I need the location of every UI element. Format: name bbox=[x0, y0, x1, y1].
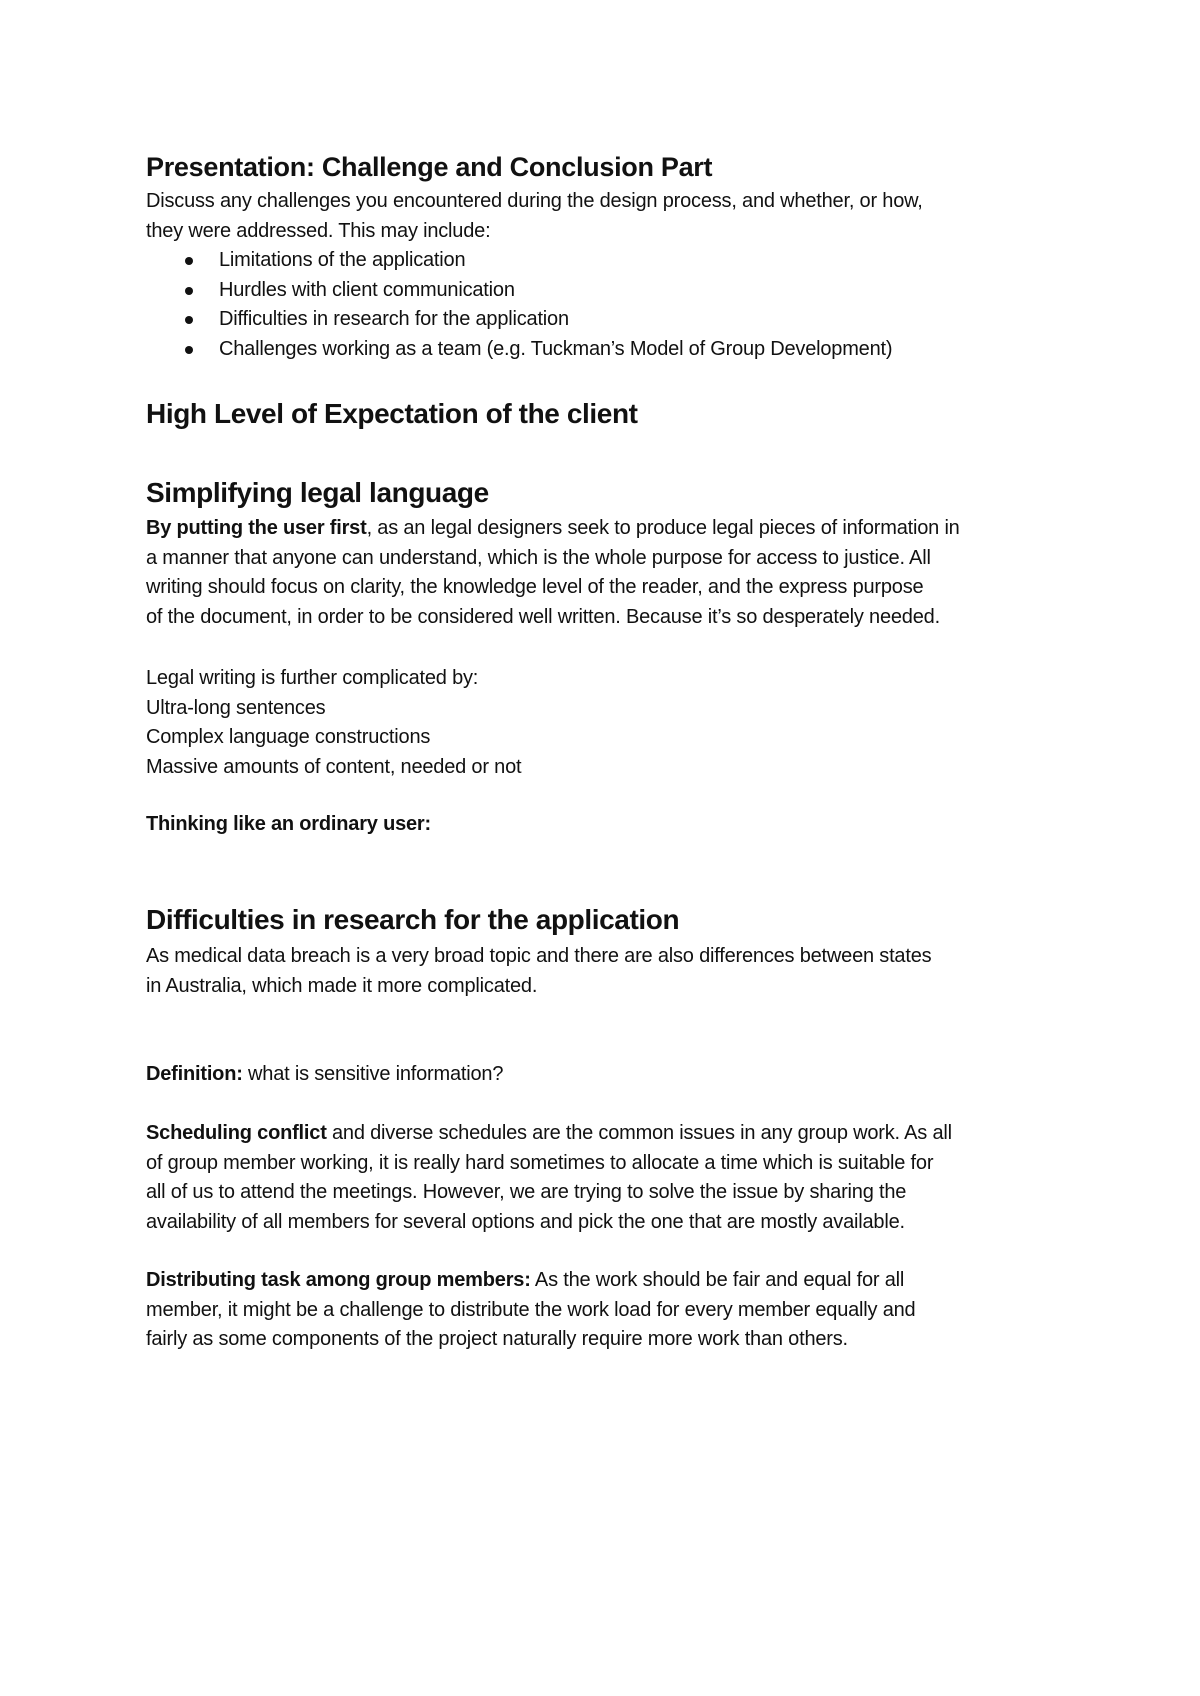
line-text: As the work should be fair and equal for all bbox=[530, 1269, 905, 1291]
simplifying-line bbox=[146, 514, 1076, 544]
complication-line: Complex language constructions bbox=[146, 726, 431, 748]
bullet-item bbox=[146, 246, 1076, 276]
bullet-dot-icon bbox=[185, 257, 193, 265]
simplifying-line: a manner that anyone can understand, which is the whole purpose for access to justice. All bbox=[146, 546, 931, 569]
scheduling-paragraph bbox=[146, 1119, 1076, 1237]
scheduling-line: availability of all members for several options and pick the one that are mostly available. bbox=[146, 1210, 905, 1233]
heading-simplifying: Simplifying legal language bbox=[146, 477, 489, 508]
bold-lead: By putting the user first bbox=[146, 517, 367, 539]
bullet-dot-icon bbox=[185, 316, 193, 324]
heading-research: Difficulties in research for the application bbox=[146, 904, 680, 935]
research-line: As medical data breach is a very broad topic and there are also differences between states bbox=[146, 945, 932, 967]
bullet-dot-icon bbox=[185, 287, 193, 295]
line-text: , as an legal designers seek to produce legal pieces of information in bbox=[366, 517, 960, 539]
bullet-text: Challenges working as a team (e.g. Tuckman’s Model of Group Development) bbox=[219, 337, 893, 360]
definition-label: Definition: bbox=[146, 1063, 243, 1085]
bullet-item bbox=[146, 276, 1076, 306]
challenge-bullet-list bbox=[146, 246, 1076, 364]
intro-line: they were addressed. This may include: bbox=[146, 219, 491, 242]
thinking-label: Thinking like an ordinary user: bbox=[146, 813, 431, 835]
distributing-paragraph bbox=[146, 1266, 1076, 1355]
bullet-text: Hurdles with client communication bbox=[219, 278, 515, 301]
simplifying-line: of the document, in order to be considered well written. Because it’s so desperately needed. bbox=[146, 605, 940, 628]
research-paragraph bbox=[146, 942, 1076, 1001]
definition-paragraph bbox=[146, 1060, 1076, 1090]
heading-expectation: High Level of Expectation of the client bbox=[146, 398, 638, 429]
simplifying-line: writing should focus on clarity, the knowledge level of the reader, and the express purpose bbox=[146, 576, 924, 598]
research-line: in Australia, which made it more complicated. bbox=[146, 974, 538, 997]
complication-line: Massive amounts of content, needed or not bbox=[146, 755, 522, 778]
distributing-line bbox=[146, 1266, 1076, 1296]
bullet-text: Limitations of the application bbox=[219, 249, 466, 271]
scheduling-line bbox=[146, 1119, 1076, 1149]
scheduling-label: Scheduling conflict bbox=[146, 1122, 327, 1144]
bullet-dot-icon bbox=[185, 346, 193, 354]
bullet-text: Difficulties in research for the application bbox=[219, 308, 569, 330]
definition-line bbox=[146, 1060, 1076, 1090]
scheduling-line: of group member working, it is really hard sometimes to allocate a time which is suitable for bbox=[146, 1151, 934, 1174]
document-title: Presentation: Challenge and Conclusion Part bbox=[146, 152, 713, 182]
distributing-label: Distributing task among group members: bbox=[146, 1269, 531, 1291]
simplifying-paragraph bbox=[146, 514, 1076, 632]
scheduling-line: all of us to attend the meetings. However, we are trying to solve the issue by sharing the bbox=[146, 1181, 907, 1203]
complication-line: Legal writing is further complicated by: bbox=[146, 667, 479, 689]
definition-text: what is sensitive information? bbox=[242, 1063, 504, 1085]
bullet-item bbox=[146, 335, 1076, 365]
bullet-item bbox=[146, 305, 1076, 335]
line-text: and diverse schedules are the common issues in any group work. As all bbox=[326, 1122, 952, 1144]
complications-list bbox=[146, 664, 1076, 782]
distributing-line: fairly as some components of the project naturally require more work than others. bbox=[146, 1328, 848, 1350]
complication-line: Ultra-long sentences bbox=[146, 696, 326, 719]
intro-line: Discuss any challenges you encountered during the design process, and whether, or how, bbox=[146, 190, 923, 212]
intro-paragraph bbox=[146, 187, 1076, 246]
distributing-line: member, it might be a challenge to distribute the work load for every member equally and bbox=[146, 1298, 916, 1321]
